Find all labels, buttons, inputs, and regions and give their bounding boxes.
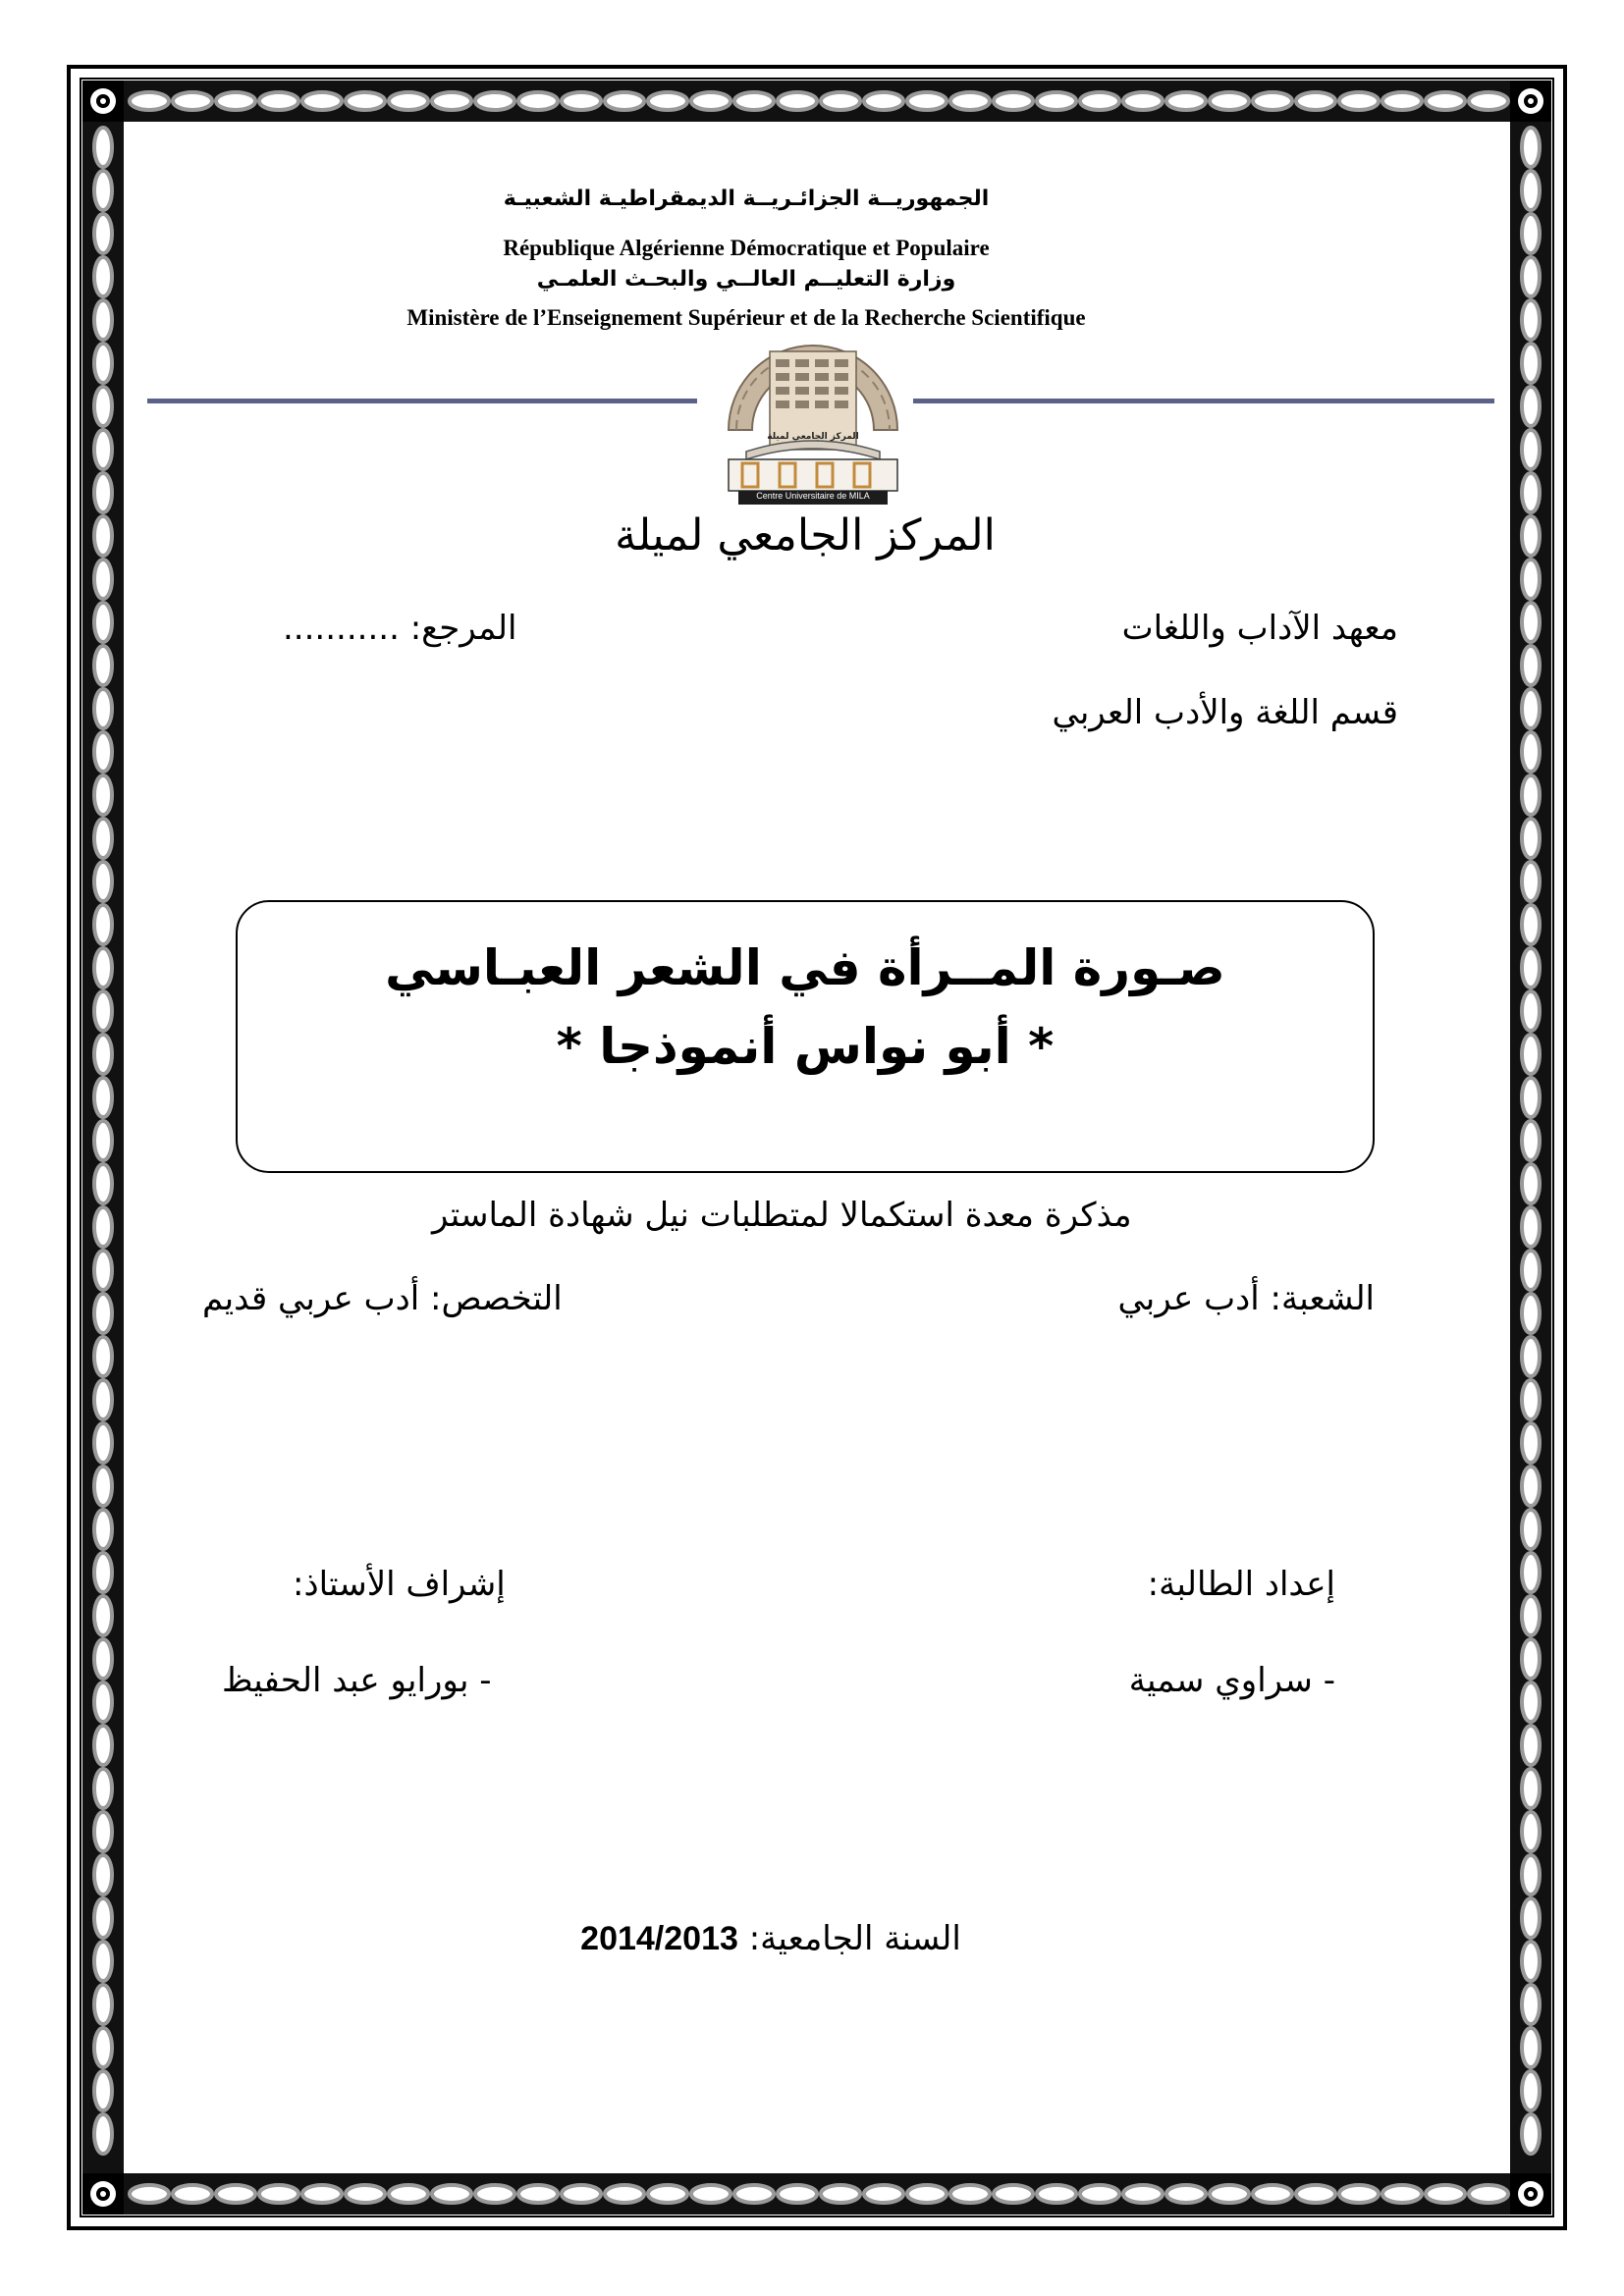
chain-link [1522,1596,1540,1635]
chain-link [94,689,112,728]
chain-link [94,473,112,512]
chain-link [1210,2185,1249,2203]
chain-link [94,1164,112,1203]
chain-link [259,92,298,110]
chain-link [994,92,1033,110]
chain-link [173,2185,212,2203]
chain-link [94,991,112,1031]
chain-link [562,2185,601,2203]
student-label: إعداد الطالبة: [1147,1565,1335,1604]
chain-link [864,92,903,110]
chain-link [1210,92,1249,110]
supervisor-name: - بورايو عبد الحفيظ [222,1661,492,1700]
chain-link [130,92,169,110]
chain-link [1522,1423,1540,1463]
header-rule-left [147,399,697,403]
academic-year-label: السنة الجامعية: [748,1919,961,1958]
chain-link [130,2185,169,2203]
chain-link [94,1510,112,1549]
chain-link [1522,2028,1540,2067]
chain-link [605,92,644,110]
chain-link [1522,128,1540,167]
chain-link [1382,92,1422,110]
chain-link [94,1596,112,1635]
chain-link [1522,1380,1540,1419]
chain-link [1382,2185,1422,2203]
chain-link [94,2114,112,2154]
chain-link [1037,92,1076,110]
chain-link [94,862,112,901]
chain-link [1522,1294,1540,1333]
chain-link [950,92,990,110]
chain-link [1522,948,1540,988]
chain-link [1522,1164,1540,1203]
chain-link [518,92,558,110]
chain-link [734,92,774,110]
chain-link [1522,1985,1540,2024]
chain-link [475,2185,514,2203]
chain-link [907,92,947,110]
chain-link [94,775,112,815]
chain-link [691,2185,731,2203]
chain-link [778,2185,817,2203]
corner-ornament-bottom-left [82,2173,124,2215]
chain-link [1469,2185,1508,2203]
chain-link [94,2071,112,2110]
chain-link [1522,214,1540,253]
chain-link [1080,2185,1119,2203]
chain-link [94,1769,112,1808]
chain-link [1080,92,1119,110]
chain-link [94,732,112,772]
academic-year-value: 2014/2013 [580,1920,738,1957]
chain-link [1522,1855,1540,1895]
chain-link [821,2185,860,2203]
thesis-purpose: مذكرة معدة استكمالا لمتطلبات نيل شهادة الماستر [432,1196,1132,1235]
chain-link [1522,171,1540,210]
chain-link [1522,905,1540,944]
chain-link [1522,1769,1540,1808]
chain-link [1253,2185,1292,2203]
chain-link [1296,92,1335,110]
chain-link [821,92,860,110]
chain-link [302,92,342,110]
ministry-arabic: وزارة التعليــم العالــي والبحـث العلمـي [536,267,956,292]
chain-link [1522,862,1540,901]
chain-link [346,92,385,110]
chain-link [1522,344,1540,383]
thesis-title-box [236,900,1375,1173]
chain-link [1522,1207,1540,1247]
chain-link [475,92,514,110]
chain-link [94,1078,112,1117]
chain-link [94,1553,112,1592]
chain-link [518,2185,558,2203]
chain-link [1522,1035,1540,1074]
chain-link [1522,1726,1540,1765]
department-name: قسم اللغة والأدب العربي [1052,693,1398,732]
chain-link [173,92,212,110]
chain-link [1426,92,1465,110]
chain-link [1522,646,1540,685]
chain-link [94,1251,112,1290]
supervisor-label: إشراف الأستاذ: [293,1565,506,1604]
chain-link [216,92,255,110]
chain-link [1123,2185,1163,2203]
chain-link [94,819,112,858]
chain-link [94,646,112,685]
chain-link [605,2185,644,2203]
chain-link [1522,1078,1540,1117]
chain-link [1253,92,1292,110]
corner-ornament-bottom-right [1510,2173,1551,2215]
logo-banner-text: المركز الجامعي لميلة [767,432,859,442]
chain-link [691,92,731,110]
chain-link [94,1035,112,1074]
chain-link [1522,775,1540,815]
chain-link [94,1726,112,1765]
chain-link [648,92,687,110]
chain-link [94,1812,112,1851]
chain-link [94,2028,112,2067]
chain-link [94,948,112,988]
chain-link [94,1380,112,1419]
chain-link [1522,257,1540,296]
chain-link [1522,1553,1540,1592]
chain-link [1296,2185,1335,2203]
chain-link [1037,2185,1076,2203]
chain-link [302,2185,342,2203]
chain-link [432,2185,471,2203]
chain-link [1123,92,1163,110]
chain-link [259,2185,298,2203]
chain-link [94,560,112,599]
chain-link [1522,819,1540,858]
chain-link [346,2185,385,2203]
chain-link [94,1467,112,1506]
student-name: - سراوي سمية [1128,1661,1335,1700]
chain-link [994,2185,1033,2203]
chain-link [94,128,112,167]
chain-link [1522,430,1540,469]
chain-link [1522,603,1540,642]
chain-link [389,92,428,110]
chain-link [734,2185,774,2203]
thesis-specialty: التخصص: أدب عربي قديم [202,1279,563,1318]
chain-link [1522,732,1540,772]
institute-name: معهد الآداب واللغات [1121,609,1398,648]
chain-link [1522,1812,1540,1851]
chain-link [1522,689,1540,728]
chain-link [1166,92,1206,110]
chain-link [216,2185,255,2203]
republic-french: République Algérienne Démocratique et Populaire [503,236,990,260]
chain-link [432,92,471,110]
chain-link [1522,1639,1540,1679]
header-rule-right [913,399,1494,403]
university-logo [717,312,909,507]
chain-link [94,603,112,642]
chain-link [94,905,112,944]
chain-link [1522,560,1540,599]
chain-link [94,1423,112,1463]
chain-link [94,387,112,426]
corner-ornament-top-right [1510,80,1551,122]
chain-link [1522,1467,1540,1506]
corner-ornament-top-left [82,80,124,122]
academic-year [0,1919,1542,1958]
chain-link [94,1121,112,1160]
chain-link [950,2185,990,2203]
chain-link [94,1294,112,1333]
chain-link [94,430,112,469]
chain-link [1522,473,1540,512]
chain-link [864,2185,903,2203]
chain-link [1426,2185,1465,2203]
chain-link [94,1337,112,1376]
chain-link [1522,1682,1540,1722]
chain-link [1522,991,1540,1031]
chain-link [1522,1251,1540,1290]
ministry-french: Ministère de l’Enseignement Supérieur et de la Recherche Scientifique [406,305,1086,330]
chain-link [94,1985,112,2024]
chain-link [907,2185,947,2203]
chain-link [1166,2185,1206,2203]
chain-link [648,2185,687,2203]
chain-link [1339,2185,1379,2203]
chain-link [94,1855,112,1895]
thesis-title-line-2: * أبو نواس أنموذجا * [556,1018,1055,1075]
chain-link [562,92,601,110]
chain-link [1522,1337,1540,1376]
chain-link [778,92,817,110]
chain-link [389,2185,428,2203]
thesis-branch: الشعبة: أدب عربي [1117,1279,1375,1318]
chain-link [1522,387,1540,426]
chain-link [1522,1121,1540,1160]
chain-link [1522,2114,1540,2154]
chain-link [1469,92,1508,110]
chain-link [1522,2071,1540,2110]
chain-link [94,344,112,383]
center-name: المركز الجامعي لميلة [615,510,996,561]
chain-link [1522,1510,1540,1549]
chain-link [94,1682,112,1722]
logo-caption: Centre Universitaire de MILA [756,491,870,501]
chain-link [94,1639,112,1679]
chain-link [1522,300,1540,340]
reference-field: المرجع: ........... [283,609,517,648]
thesis-title-line-1: صـورة المــرأة في الشعر العبـاسي [385,939,1225,996]
republic-arabic: الجمهوريــة الجزائـريــة الديمقراطيـة الشعبيـة [503,187,990,211]
chain-link [1339,92,1379,110]
chain-link [94,1207,112,1247]
